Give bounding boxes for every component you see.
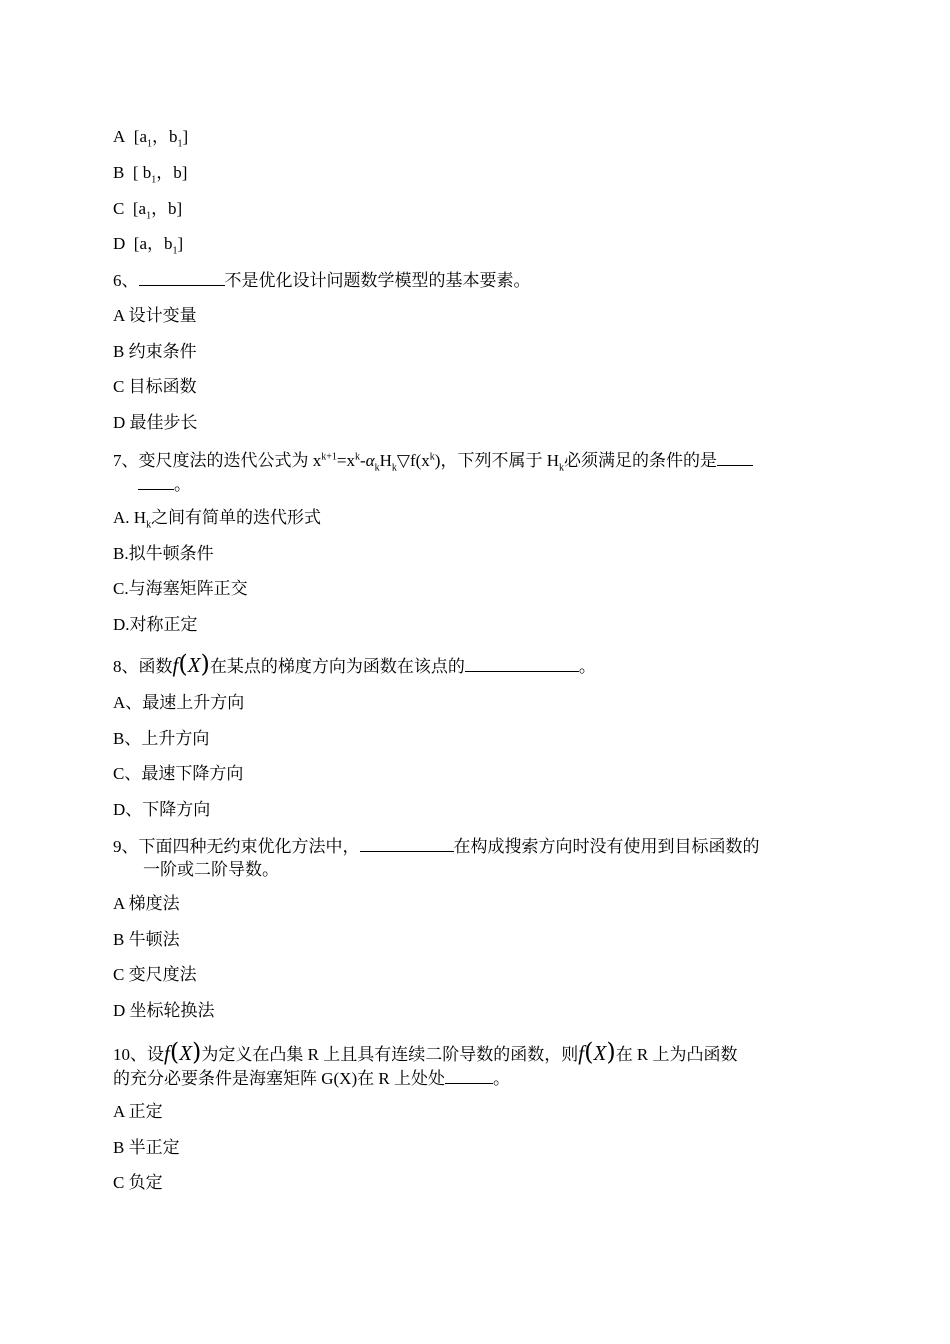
answer-blank (138, 472, 174, 490)
q10-option-a: A 正定 (113, 1102, 163, 1121)
q7-question-cont: 。 (113, 472, 843, 497)
answer-blank (360, 834, 454, 852)
q5-option-b: B [ $b_1$，b] (113, 163, 188, 186)
answer-blank (465, 654, 579, 672)
q6-question: 6、 不是优化设计问题数学模型的基本要素。 (113, 268, 843, 293)
q9-option-b: B 牛顿法 (113, 930, 180, 949)
q7-option-b: B.拟牛顿条件 (113, 544, 214, 563)
q5-option-d: D [a，$b_1$] (113, 234, 184, 257)
q10-question: 10、设f(X)为定义在凸集 R 上且具有连续二阶导数的函数，则f(X)在 R 上为凸函数 (113, 1038, 738, 1066)
math-f-of-x: f(X) (164, 1038, 202, 1066)
q7-option-a: A. $H_k$之间有简单的迭代形式 (113, 508, 322, 531)
q10-option-b: B 半正定 (113, 1138, 180, 1157)
q9-option-a: A 梯度法 (113, 894, 180, 913)
q8-question: 8、函数f(X)在某点的梯度方向为函数在该点的 。 (113, 650, 596, 678)
q5-option-c: C [$a_1$，b] (113, 199, 183, 222)
math-f-of-x: f(X) (172, 650, 210, 678)
math-f-of-x: f(X) (578, 1038, 616, 1066)
q9-option-d: D 坐标轮换法 (113, 1001, 215, 1020)
q6-option-a: A 设计变量 (113, 306, 197, 325)
q8-option-c: C、最速下降方向 (113, 764, 244, 783)
q9-option-c: C 变尺度法 (113, 965, 197, 984)
q7-option-c: C.与海塞矩阵正交 (113, 579, 248, 598)
q6-option-d: D 最佳步长 (113, 413, 198, 432)
q9-question: 9、下面四种无约束优化方法中， 在构成搜索方向时没有使用到目标函数的 (113, 834, 843, 859)
q7-option-d: D.对称正定 (113, 615, 198, 634)
q8-option-b: B、上升方向 (113, 729, 210, 748)
q5-option-a: A [$a_1$，$b_1$] (113, 127, 189, 150)
q8-option-a: A、最速上升方向 (113, 693, 245, 712)
q6-option-b: B 约束条件 (113, 342, 197, 361)
q6-option-c: C 目标函数 (113, 377, 197, 396)
q10-option-c: C 负定 (113, 1173, 163, 1192)
q9-question-cont: 一阶或二阶导数。 (143, 860, 279, 879)
answer-blank (717, 448, 753, 466)
q7-question: 7、变尺度法的迭代公式为 $x^{k+1}=x^k-\alpha_kH_k▽f(x^k)$，下列不属于 $H_k$必须满足的条件的是 (113, 448, 843, 473)
q8-option-d: D、下降方向 (113, 800, 211, 819)
answer-blank (445, 1066, 493, 1084)
answer-blank (139, 268, 225, 286)
q10-question-cont: 的充分必要条件是海塞矩阵 G(X)在 R 上处处 。 (113, 1066, 843, 1091)
